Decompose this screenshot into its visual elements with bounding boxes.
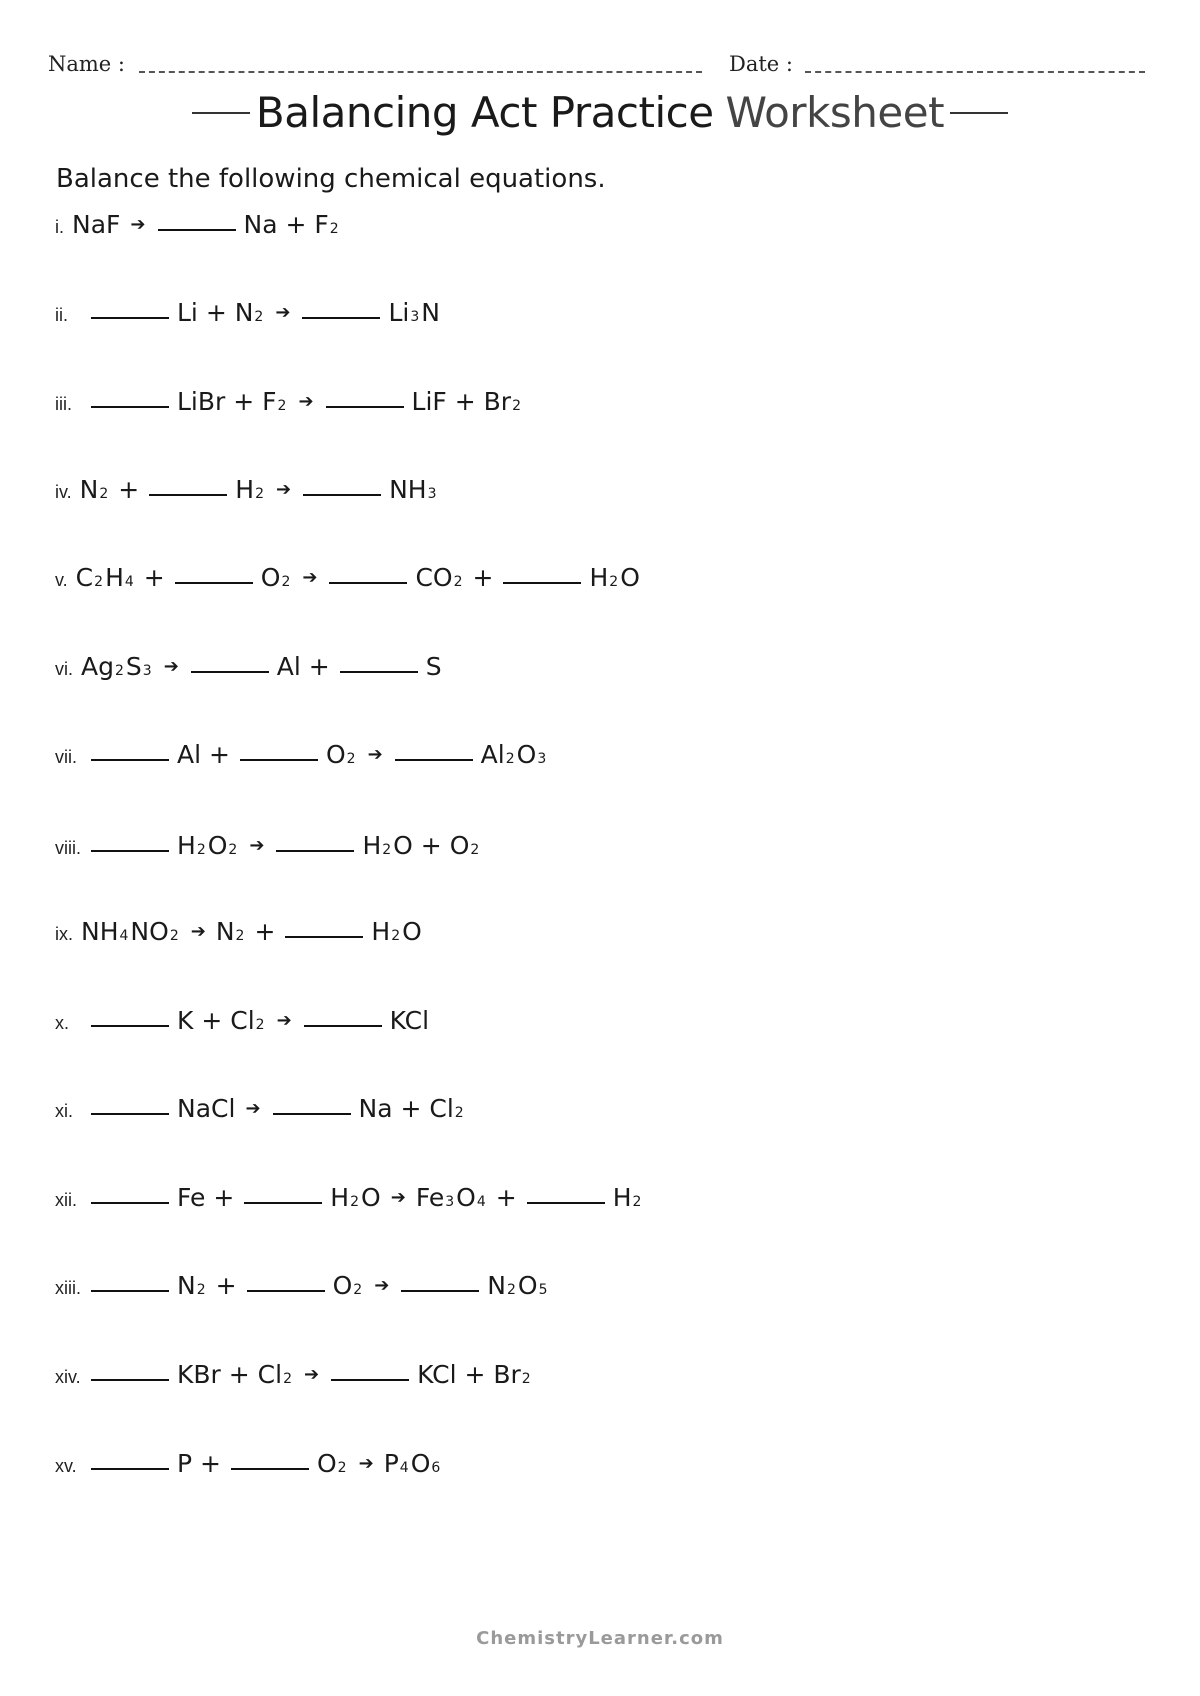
term: O <box>260 563 281 592</box>
term: P + <box>177 1449 221 1478</box>
coefficient-blank[interactable] <box>331 1379 409 1381</box>
term: O <box>316 1449 337 1478</box>
coefficient-blank[interactable] <box>276 850 354 852</box>
subscript: 3 <box>142 663 152 679</box>
problem-12 <box>55 1183 643 1233</box>
title-rule-left <box>192 112 250 114</box>
header-row <box>48 46 1158 76</box>
term: H <box>612 1183 632 1212</box>
problem-7 <box>55 740 548 790</box>
coefficient-blank[interactable] <box>91 1468 169 1470</box>
subscript: 4 <box>399 1460 409 1476</box>
subscript: 3 <box>445 1194 455 1210</box>
subscript: 4 <box>124 574 134 590</box>
term: H <box>371 917 391 946</box>
arrow-icon: ➔ <box>302 567 318 588</box>
problem-1 <box>55 210 341 260</box>
term: O <box>332 1271 353 1300</box>
subscript: 2 <box>255 1017 265 1033</box>
coefficient-blank[interactable] <box>302 317 380 319</box>
problem-numeral: xi. <box>55 1101 73 1121</box>
problem-numeral: ii. <box>55 305 68 325</box>
term: P <box>383 1449 399 1478</box>
term: Fe <box>415 1183 445 1212</box>
subscript: 3 <box>410 309 420 325</box>
coefficient-blank[interactable] <box>91 1290 169 1292</box>
term: O <box>207 831 228 860</box>
term: N <box>487 1271 506 1300</box>
term: O <box>410 1449 431 1478</box>
problem-14 <box>55 1360 533 1410</box>
coefficient-blank[interactable] <box>149 494 227 496</box>
subscript: 2 <box>350 1194 360 1210</box>
subscript: 2 <box>454 1105 464 1121</box>
subscript: 3 <box>427 486 437 502</box>
arrow-icon: ➔ <box>390 1187 406 1208</box>
coefficient-blank[interactable] <box>91 850 169 852</box>
arrow-icon: ➔ <box>374 1275 390 1296</box>
term: KCl <box>389 1006 430 1035</box>
coefficient-blank[interactable] <box>231 1468 309 1470</box>
term: Li + N <box>177 298 254 327</box>
coefficient-blank[interactable] <box>240 759 318 761</box>
subscript: 2 <box>506 1282 516 1298</box>
problem-2 <box>55 298 440 348</box>
coefficient-blank[interactable] <box>91 1202 169 1204</box>
subscript: 2 <box>505 751 515 767</box>
arrow-icon: ➔ <box>245 1098 261 1119</box>
problem-6 <box>55 652 442 702</box>
term: NH <box>81 917 119 946</box>
problem-9 <box>55 917 422 967</box>
subscript: 2 <box>99 486 109 502</box>
term: Li <box>388 298 410 327</box>
date-field[interactable] <box>805 61 1145 73</box>
coefficient-blank[interactable] <box>175 582 253 584</box>
name-field[interactable] <box>139 61 702 73</box>
plus-sign: + <box>215 1271 237 1300</box>
problem-10 <box>55 1006 429 1056</box>
problem-numeral: xiii. <box>55 1278 81 1298</box>
term: KBr + Cl <box>177 1360 283 1389</box>
subscript: 2 <box>94 574 104 590</box>
term: O <box>402 917 422 946</box>
plus-sign: + <box>118 475 140 504</box>
subscript: 2 <box>277 398 287 414</box>
subscript: 2 <box>470 842 480 858</box>
problem-numeral: xiv. <box>55 1367 81 1387</box>
term: C <box>75 563 94 592</box>
term: K + Cl <box>177 1006 255 1035</box>
coefficient-blank[interactable] <box>191 671 269 673</box>
term: Fe + <box>177 1183 235 1212</box>
subscript: 2 <box>391 928 401 944</box>
term: Al + <box>177 740 230 769</box>
name-label: Name : <box>48 52 125 76</box>
term: Ag <box>81 652 114 681</box>
coefficient-blank[interactable] <box>158 229 236 231</box>
term: O <box>456 1183 476 1212</box>
subscript: 2 <box>281 574 291 590</box>
problem-numeral: i. <box>55 217 64 237</box>
term: H <box>362 831 382 860</box>
arrow-icon: ➔ <box>275 479 292 500</box>
plus-sign: + <box>143 563 165 592</box>
term: Na + Cl <box>358 1094 454 1123</box>
coefficient-blank[interactable] <box>401 1290 479 1292</box>
subscript: 2 <box>512 398 521 414</box>
problem-numeral: v. <box>55 570 68 590</box>
term: N <box>215 917 235 946</box>
term: N <box>421 298 440 327</box>
subscript: 2 <box>283 1371 292 1387</box>
arrow-icon: ➔ <box>358 1453 374 1474</box>
term: O <box>517 1271 538 1300</box>
subscript: 2 <box>346 751 356 767</box>
problem-numeral: viii. <box>55 838 81 858</box>
title-accent: Worksheet <box>725 88 945 137</box>
problem-15 <box>55 1449 442 1499</box>
instructions: Balance the following chemical equations. <box>56 164 606 194</box>
coefficient-blank[interactable] <box>91 1025 169 1027</box>
term: H <box>589 563 609 592</box>
problem-numeral: vii. <box>55 747 77 767</box>
term: S <box>425 652 442 681</box>
plus-sign: + <box>495 1183 517 1212</box>
page-title <box>0 88 1200 137</box>
subscript: 5 <box>538 1282 548 1298</box>
subscript: 2 <box>255 486 264 502</box>
term: KCl + Br <box>417 1360 521 1389</box>
subscript: 2 <box>337 1460 347 1476</box>
term: Na + F <box>243 210 329 239</box>
footer-watermark[interactable]: ChemistryLearner.com <box>476 1628 724 1649</box>
coefficient-blank[interactable] <box>273 1113 351 1115</box>
coefficient-blank[interactable] <box>340 671 418 673</box>
arrow-icon: ➔ <box>298 391 314 412</box>
coefficient-blank[interactable] <box>503 582 581 584</box>
problem-3 <box>55 387 523 437</box>
term: O <box>361 1183 381 1212</box>
arrow-icon: ➔ <box>190 921 206 942</box>
subscript: 2 <box>329 221 339 237</box>
problem-numeral: iv. <box>55 482 72 502</box>
subscript: 2 <box>235 928 245 944</box>
title-main: Balancing Act Practice <box>255 88 714 137</box>
coefficient-blank[interactable] <box>395 759 473 761</box>
coefficient-blank[interactable] <box>244 1202 322 1204</box>
coefficient-blank[interactable] <box>91 1113 169 1115</box>
term: H <box>105 563 124 592</box>
subscript: 2 <box>169 928 179 944</box>
problem-11 <box>55 1094 466 1144</box>
term: LiF + Br <box>411 387 512 416</box>
problem-numeral: vi. <box>55 659 73 679</box>
term: N <box>79 475 99 504</box>
problem-numeral: x. <box>55 1013 70 1033</box>
term: O <box>325 740 346 769</box>
subscript: 6 <box>431 1460 441 1476</box>
term: S <box>125 652 142 681</box>
coefficient-blank[interactable] <box>91 1379 169 1381</box>
problem-numeral: iii. <box>55 394 72 414</box>
arrow-icon: ➔ <box>275 302 291 323</box>
subscript: 4 <box>476 1194 486 1210</box>
arrow-icon: ➔ <box>304 1364 320 1385</box>
term: LiBr + F <box>177 387 277 416</box>
problem-5 <box>55 563 640 613</box>
term: NH <box>389 475 427 504</box>
subscript: 2 <box>114 663 124 679</box>
arrow-icon: ➔ <box>130 214 146 235</box>
title-rule-right <box>950 112 1008 114</box>
problem-numeral: ix. <box>55 924 73 944</box>
coefficient-blank[interactable] <box>329 582 407 584</box>
term: N <box>177 1271 196 1300</box>
term: O <box>516 740 537 769</box>
subscript: 2 <box>632 1194 642 1210</box>
term: CO <box>415 563 453 592</box>
subscript: 2 <box>453 574 463 590</box>
plus-sign: + <box>472 563 494 592</box>
subscript: 2 <box>196 1282 206 1298</box>
term: Al <box>480 740 505 769</box>
problem-4 <box>55 475 439 525</box>
subscript: 2 <box>609 574 619 590</box>
date-label: Date : <box>729 52 793 76</box>
problem-13 <box>55 1271 550 1321</box>
term: NaCl <box>177 1094 236 1123</box>
term: NaF <box>72 210 121 239</box>
coefficient-blank[interactable] <box>91 406 169 408</box>
term: NO <box>130 917 169 946</box>
arrow-icon: ➔ <box>163 656 179 677</box>
subscript: 2 <box>353 1282 363 1298</box>
problem-numeral: xv. <box>55 1456 77 1476</box>
coefficient-blank[interactable] <box>326 406 404 408</box>
term: H <box>235 475 255 504</box>
arrow-icon: ➔ <box>276 1010 292 1031</box>
term: H <box>330 1183 350 1212</box>
coefficient-blank[interactable] <box>247 1290 325 1292</box>
coefficient-blank[interactable] <box>304 1025 382 1027</box>
subscript: 2 <box>196 842 206 858</box>
subscript: 2 <box>254 309 264 325</box>
term: H <box>177 831 196 860</box>
plus-sign: + <box>254 917 276 946</box>
coefficient-blank[interactable] <box>303 494 381 496</box>
coefficient-blank[interactable] <box>91 759 169 761</box>
coefficient-blank[interactable] <box>91 317 169 319</box>
arrow-icon: ➔ <box>249 835 265 856</box>
term: Al + <box>276 652 330 681</box>
term: O <box>620 563 640 592</box>
problem-numeral: xii. <box>55 1190 77 1210</box>
term: O + O <box>393 831 470 860</box>
problem-8 <box>55 831 481 881</box>
coefficient-blank[interactable] <box>285 936 363 938</box>
subscript: 2 <box>382 842 392 858</box>
subscript: 4 <box>119 928 129 944</box>
subscript: 2 <box>228 842 238 858</box>
coefficient-blank[interactable] <box>527 1202 605 1204</box>
subscript: 2 <box>521 1371 531 1387</box>
subscript: 3 <box>537 751 547 767</box>
arrow-icon: ➔ <box>367 744 383 765</box>
